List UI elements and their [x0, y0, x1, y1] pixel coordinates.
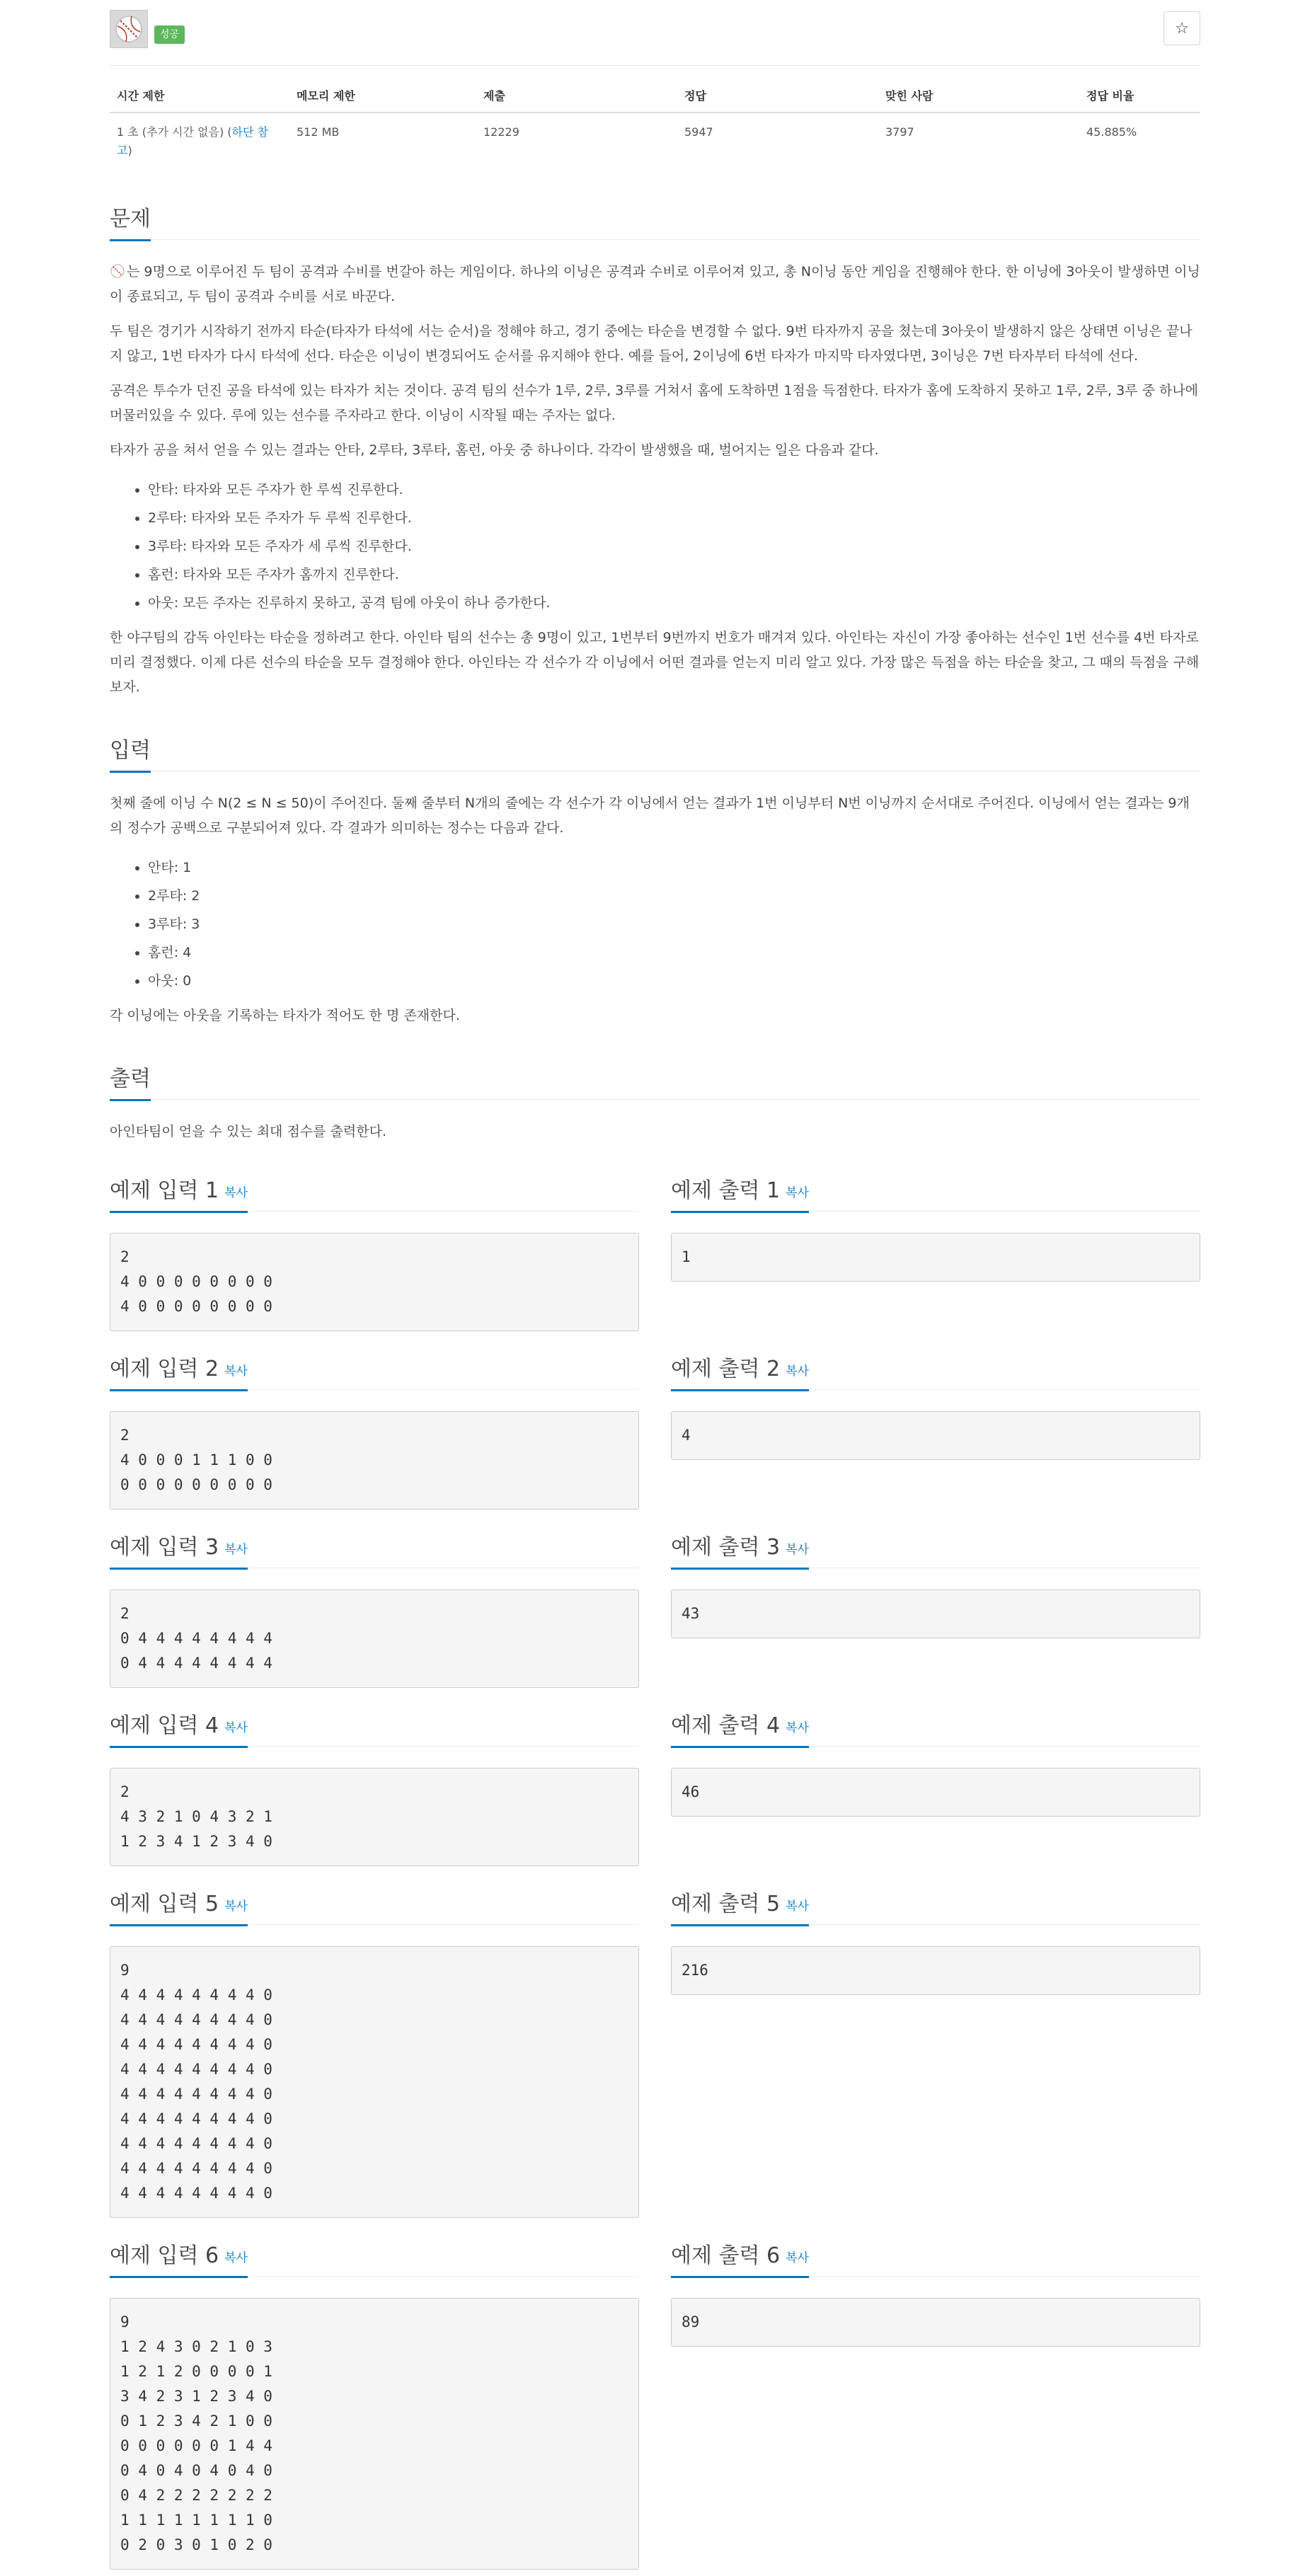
- list-item: • 아웃: 모든 주자는 진루하지 못하고, 공격 팀에 아웃이 하나 증가한다.: [148, 589, 1200, 617]
- problem-page: [110, 0, 1200, 2570]
- stats-header-accepted: 정답: [677, 87, 878, 113]
- copy-button[interactable]: 복사: [786, 1186, 809, 1200]
- problem-paragraph: 한 야구팀의 감독 아인타는 타순을 정하려고 한다. 아인타 팀의 선수는 총 9명이 있고, 1번부터 9번까지 번호가 매겨져 있다. 아인타는 자신이 가장 좋아하는 선수인 1번 선수를 4번 타자로 미리 결정했다. 이제 다른 선수의 타순을 모두 결정해야 한다. 아인타는 각 선수가 각 이닝에서 어떤 결과를 얻는지 미리 알고 있다. 가장 많은 득점을 하는 타순을 찾고, 그 때의 득점을 구해보자.: [110, 630, 1200, 695]
- sample-input-box[interactable]: 2 4 0 0 0 1 1 1 0 0 0 0 0 0 0 0 0 0 0: [110, 1411, 639, 1510]
- sample-input-box[interactable]: 9 4 4 4 4 4 4 4 4 0 4 4 4 4 4 4 4 4 0 4 4 4 4 4 4 4 4 0 4 4 4 4 4 4 4 4 0 4 4 4 4 4 4 4 4 0 4 4 4 4 4 4 4 4 0 4 4 4 4 4 4 4 4 0 4 4 4 4 4 4 4 4 0 4 4 4 4 4 4 4 4 0: [110, 1946, 639, 2218]
- stats-submissions: 12229: [483, 125, 519, 139]
- copy-button[interactable]: 복사: [224, 2251, 248, 2265]
- list-item: • 아웃: 0: [148, 967, 1200, 995]
- sample-output-column: [671, 1529, 1200, 1688]
- input-section-heading: [110, 732, 1200, 771]
- problem-header: [110, 0, 1200, 66]
- sample-input-box[interactable]: 2 0 4 4 4 4 4 4 4 4 0 4 4 4 4 4 4 4 4: [110, 1589, 639, 1688]
- hit-result-list: [110, 476, 1200, 617]
- sample-output-column: [671, 1708, 1200, 1866]
- output-paragraph: 아인타팀이 얻을 수 있는 최대 점수를 출력한다.: [110, 1124, 387, 1139]
- copy-button[interactable]: 복사: [224, 1543, 248, 1557]
- sample-output-heading: [671, 1173, 1200, 1212]
- sample-output-title: 예제 출력 6: [671, 2243, 781, 2268]
- stats-memory: 512 MB: [297, 125, 340, 139]
- sample-input-heading: [110, 1886, 639, 1925]
- samples-container: [110, 1173, 1200, 2570]
- sample-output-box[interactable]: 46: [671, 1768, 1200, 1817]
- sample-output-box[interactable]: 43: [671, 1589, 1200, 1638]
- copy-button[interactable]: 복사: [786, 2251, 809, 2265]
- stats-ratio: 45.885%: [1086, 125, 1137, 139]
- stats-header-submissions: 제출: [476, 87, 677, 113]
- sample-input-heading: [110, 1351, 639, 1390]
- stats-accepted: 5947: [684, 125, 713, 139]
- copy-button[interactable]: 복사: [224, 1721, 248, 1735]
- copy-button[interactable]: 복사: [224, 1899, 248, 1914]
- sample-input-heading: [110, 1708, 639, 1747]
- list-item: • 홈런: 타자와 모든 주자가 홈까지 진루한다.: [148, 560, 1200, 589]
- sample-row: [110, 1173, 1200, 1331]
- input-paragraph: 각 이닝에는 아웃을 기록하는 타자가 적어도 한 명 존재한다.: [110, 1008, 460, 1023]
- list-item: • 안타: 1: [148, 853, 1200, 882]
- problem-paragraph: 공격은 투수가 던진 공을 타석에 있는 타자가 치는 것이다. 공격 팀의 선수가 1루, 2루, 3루를 거쳐서 홈에 도착하면 1점을 득점한다. 타자가 홈에 도착하지 못하고 1루, 2루, 3루 중 하나에 머물러있을 수 있다. 루에 있는 선수를 주자라고 한다. 이닝이 시작될 때는 주자는 없다.: [110, 383, 1199, 423]
- sample-output-title: 예제 출력 2: [671, 1357, 781, 1381]
- sample-input-title: 예제 입력 3: [110, 1535, 219, 1560]
- sample-row: [110, 1708, 1200, 1866]
- star-icon: ☆: [1175, 19, 1189, 38]
- output-section-heading: [110, 1061, 1200, 1100]
- sample-input-column: [110, 1351, 639, 1510]
- stats-header-time: 시간 제한: [110, 87, 289, 113]
- sample-input-box[interactable]: 2 4 0 0 0 0 0 0 0 0 4 0 0 0 0 0 0 0 0: [110, 1233, 639, 1331]
- time-limit-note-link[interactable]: 하단 참고: [117, 125, 268, 157]
- sample-output-heading: [671, 1529, 1200, 1568]
- sample-output-heading: [671, 2238, 1200, 2277]
- sample-output-box[interactable]: 1: [671, 1233, 1200, 1282]
- problem-title: 문제: [110, 201, 151, 241]
- input-paragraph: 첫째 줄에 이닝 수 N(2 ≤ N ≤ 50)이 주어진다. 둘째 줄부터 N개의 줄에는 각 선수가 각 이닝에서 얻는 결과가 1번 이닝부터 N번 이닝까지 순서대로 주어진다. 이닝에서 얻는 결과는 9개의 정수가 공백으로 구분되어져 있다. 각 결과가 의미하는 정수는 다음과 같다.: [110, 795, 1190, 836]
- sample-input-heading: [110, 2238, 639, 2277]
- sample-output-heading: [671, 1351, 1200, 1390]
- list-item: • 3루타: 타자와 모든 주자가 세 루씩 진루한다.: [148, 532, 1200, 560]
- sample-row: [110, 1529, 1200, 1688]
- copy-button[interactable]: 복사: [786, 1899, 809, 1914]
- stats-header-ratio: 정답 비율: [1079, 87, 1200, 113]
- stats-header-row: [110, 87, 1200, 113]
- sample-row: [110, 2238, 1200, 2570]
- sample-output-heading: [671, 1886, 1200, 1925]
- status-badge: 성공: [154, 25, 185, 44]
- time-limit-value: 1 초 (추가 시간 없음): [117, 125, 224, 139]
- sample-output-column: [671, 1173, 1200, 1331]
- sample-row: [110, 1351, 1200, 1510]
- sample-input-title: 예제 입력 6: [110, 2243, 219, 2268]
- copy-button[interactable]: 복사: [786, 1364, 809, 1379]
- list-item: • 3루타: 3: [148, 910, 1200, 938]
- problem-paragraph: 타자가 공을 쳐서 얻을 수 있는 결과는 안타, 2루타, 3루타, 홈런, 아웃 중 하나이다. 각각이 발생했을 때, 벌어지는 일은 다음과 같다.: [110, 442, 879, 458]
- copy-button[interactable]: 복사: [786, 1543, 809, 1557]
- sample-output-title: 예제 출력 5: [671, 1892, 781, 1916]
- sample-input-heading: [110, 1529, 639, 1568]
- problem-section-heading: [110, 201, 1200, 240]
- sample-output-column: [671, 1351, 1200, 1510]
- problem-paragraph: 는 9명으로 이루어진 두 팀이 공격과 수비를 번갈아 하는 게임이다. 하나의 이닝은 공격과 수비로 이루어져 있고, 총 N이닝 동안 게임을 진행해야 한다. 한 이닝에 3아웃이 발생하면 이닝이 종료되고, 두 팀이 공격과 수비를 서로 바꾼다.: [110, 264, 1200, 304]
- input-title: 입력: [110, 732, 151, 773]
- sample-input-column: [110, 1886, 639, 2218]
- sample-input-title: 예제 입력 1: [110, 1178, 219, 1203]
- input-code-list: [110, 853, 1200, 995]
- sample-output-heading: [671, 1708, 1200, 1747]
- sample-output-title: 예제 출력 1: [671, 1178, 781, 1203]
- copy-button[interactable]: 복사: [224, 1364, 248, 1379]
- favorite-button[interactable]: [1164, 11, 1200, 45]
- problem-paragraph: 두 팀은 경기가 시작하기 전까지 타순(타자가 타석에 서는 순서)을 정해야 하고, 경기 중에는 타순을 변경할 수 없다. 9번 타자까지 공을 쳤는데 3아웃이 발생하지 않은 상태면 이닝은 끝나지 않고, 1번 타자가 다시 타석에 선다. 타순은 이닝이 변경되어도 순서를 유지해야 한다. 예를 들어, 2이닝에 6번 타자가 마지막 타자였다면, 3이닝은 7번 타자부터 타석에 선다.: [110, 323, 1193, 364]
- sample-output-column: [671, 1886, 1200, 2218]
- list-item: • 홈런: 4: [148, 938, 1200, 967]
- copy-button[interactable]: 복사: [224, 1186, 248, 1200]
- sample-input-box[interactable]: 9 1 2 4 3 0 2 1 0 3 1 2 1 2 0 0 0 0 1 3 4 2 3 1 2 3 4 0 0 1 2 3 4 2 1 0 0 0 0 0 0 0 0 1 4 4 0 4 0 4 0 4 0 4 0 0 4 2 2 2 2 2 2 2 1 1 1 1 1 1 1 1 0 0 2 0 3 0 1 0 2 0: [110, 2298, 639, 2570]
- sample-output-box[interactable]: 216: [671, 1946, 1200, 1995]
- baseball-icon: [110, 10, 148, 48]
- sample-row: [110, 1886, 1200, 2218]
- sample-input-column: [110, 1529, 639, 1688]
- stats-solvers: 3797: [885, 125, 914, 139]
- sample-output-title: 예제 출력 3: [671, 1535, 781, 1560]
- stats-row: [110, 113, 1200, 167]
- stats-header-solvers: 맞힌 사람: [878, 87, 1079, 113]
- output-title: 출력: [110, 1061, 151, 1101]
- problem-stats-table: [110, 87, 1200, 167]
- sample-output-box[interactable]: 89: [671, 2298, 1200, 2347]
- baseball-icon: [110, 263, 125, 278]
- sample-input-title: 예제 입력 5: [110, 1892, 219, 1916]
- sample-input-column: [110, 1173, 639, 1331]
- stats-time-cell: 1 초 (추가 시간 없음) (하단 참고): [117, 125, 268, 157]
- sample-input-box[interactable]: 2 4 3 2 1 0 4 3 2 1 1 2 3 4 1 2 3 4 0: [110, 1768, 639, 1866]
- sample-input-title: 예제 입력 2: [110, 1357, 219, 1381]
- list-item: • 2루타: 타자와 모든 주자가 두 루씩 진루한다.: [148, 504, 1200, 532]
- sample-input-column: [110, 2238, 639, 2570]
- sample-output-column: [671, 2238, 1200, 2570]
- list-item: • 2루타: 2: [148, 882, 1200, 910]
- copy-button[interactable]: 복사: [786, 1721, 809, 1735]
- sample-output-box[interactable]: 4: [671, 1411, 1200, 1460]
- sample-input-heading: [110, 1173, 639, 1212]
- sample-input-column: [110, 1708, 639, 1866]
- sample-output-title: 예제 출력 4: [671, 1713, 781, 1738]
- sample-input-title: 예제 입력 4: [110, 1713, 219, 1738]
- stats-header-memory: 메모리 제한: [289, 87, 476, 113]
- list-item: • 안타: 타자와 모든 주자가 한 루씩 진루한다.: [148, 476, 1200, 504]
